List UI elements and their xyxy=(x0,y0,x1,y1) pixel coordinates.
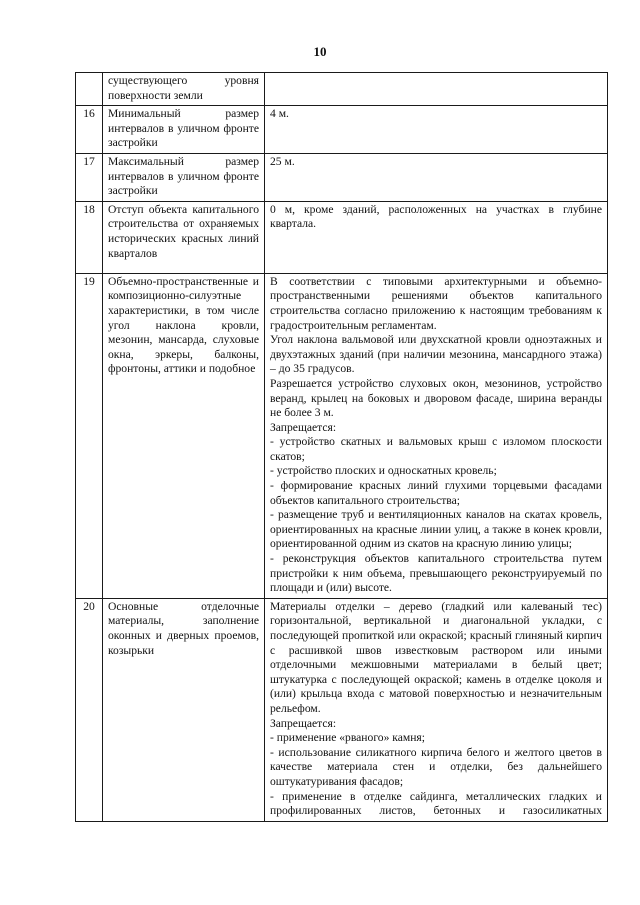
parameter-value: 25 м. xyxy=(265,153,608,201)
parameter-name: Отступ объекта капитального строительства от охраняемых исторических красных линий кварталов xyxy=(103,201,265,273)
parameter-value xyxy=(265,73,608,106)
parameter-value: Материалы отделки – дерево (гладкий или калеваный тес) горизонтальной, вертикальной и диагональной укладки, с последующей пропиткой или окраской; красный глиняный кирпич с расшивкой швов известковым раствором или иными отделочными межшовными материалами в белый цвет; штукатурка с последующей окраской; камень в отделке цоколя и (или) крыльца входа с матовой поверхностью и незначительным рельефом. Запрещается: - применение «рваного» камня; - использование силикатного кирпича белого и желтого цветов в качестве материала стен и отделки, без дальнейшего оштукатуривания фасадов; - применение в отделке сайдинга, металлических гладких и профилированных листов, бетонных и газосиликатных xyxy=(265,598,608,821)
parameter-name: Объемно-пространственные и композиционно-силуэтные характеристики, в том числе угол наклона кровли, мезонин, мансарда, слуховые окна, эркеры, балконы, фронтоны, аттики и подобное xyxy=(103,273,265,598)
row-number: 19 xyxy=(76,273,103,598)
table-row xyxy=(76,598,608,821)
row-number: 17 xyxy=(76,153,103,201)
row-number xyxy=(76,73,103,106)
parameter-name: Основные отделочные материалы, заполнение оконных и дверных проемов, козырьки xyxy=(103,598,265,821)
table-row xyxy=(76,273,608,598)
parameter-name: Максимальный размер интервалов в уличном фронте застройки xyxy=(103,153,265,201)
page-number: 10 xyxy=(313,44,327,59)
table-row xyxy=(76,153,608,201)
parameter-value: В соответствии с типовыми архитектурными и объемно-пространственными решениями объектов капитального строительства согласно приложению к настоящим требованиям к градостроительным регламентам. Угол наклона вальмовой или двухскатной кровли одноэтажных и двухэтажных зданий (при наличии мезонина, мансардного этажа) – до 35 градусов. Разрешается устройство слуховых окон, мезонинов, устройство веранд, крылец на боковых и дворовом фасаде, ширина веранды не более 3 м. Запрещается: - устройство скатных и вальмовых крыш с изломом плоскости скатов; - устройство плоских и односкатных кровель; - формирование красных линий глухими торцевыми фасадами объектов капитального строительства; - размещение труб и вентиляционных каналов на скатах кровель, ориентированных на красные линии улиц, а также в конек кровли, ориентированной одним из скатов на красную линию улицы; - реконструкция объектов капитального строительства путем пристройки к ним объема, превышающего реконструируемый по площади и (или) высоте. xyxy=(265,273,608,598)
row-number: 16 xyxy=(76,106,103,154)
row-number: 20 xyxy=(76,598,103,821)
parameter-value: 0 м, кроме зданий, расположенных на участках в глубине квартала. xyxy=(265,201,608,273)
table-row xyxy=(76,73,608,106)
parameter-name: Минимальный размер интервалов в уличном фронте застройки xyxy=(103,106,265,154)
table-row xyxy=(76,201,608,273)
regulations-table xyxy=(75,72,608,822)
parameter-value: 4 м. xyxy=(265,106,608,154)
row-number: 18 xyxy=(76,201,103,273)
parameter-name: существующего уровня поверхности земли xyxy=(103,73,265,106)
table-row xyxy=(76,106,608,154)
